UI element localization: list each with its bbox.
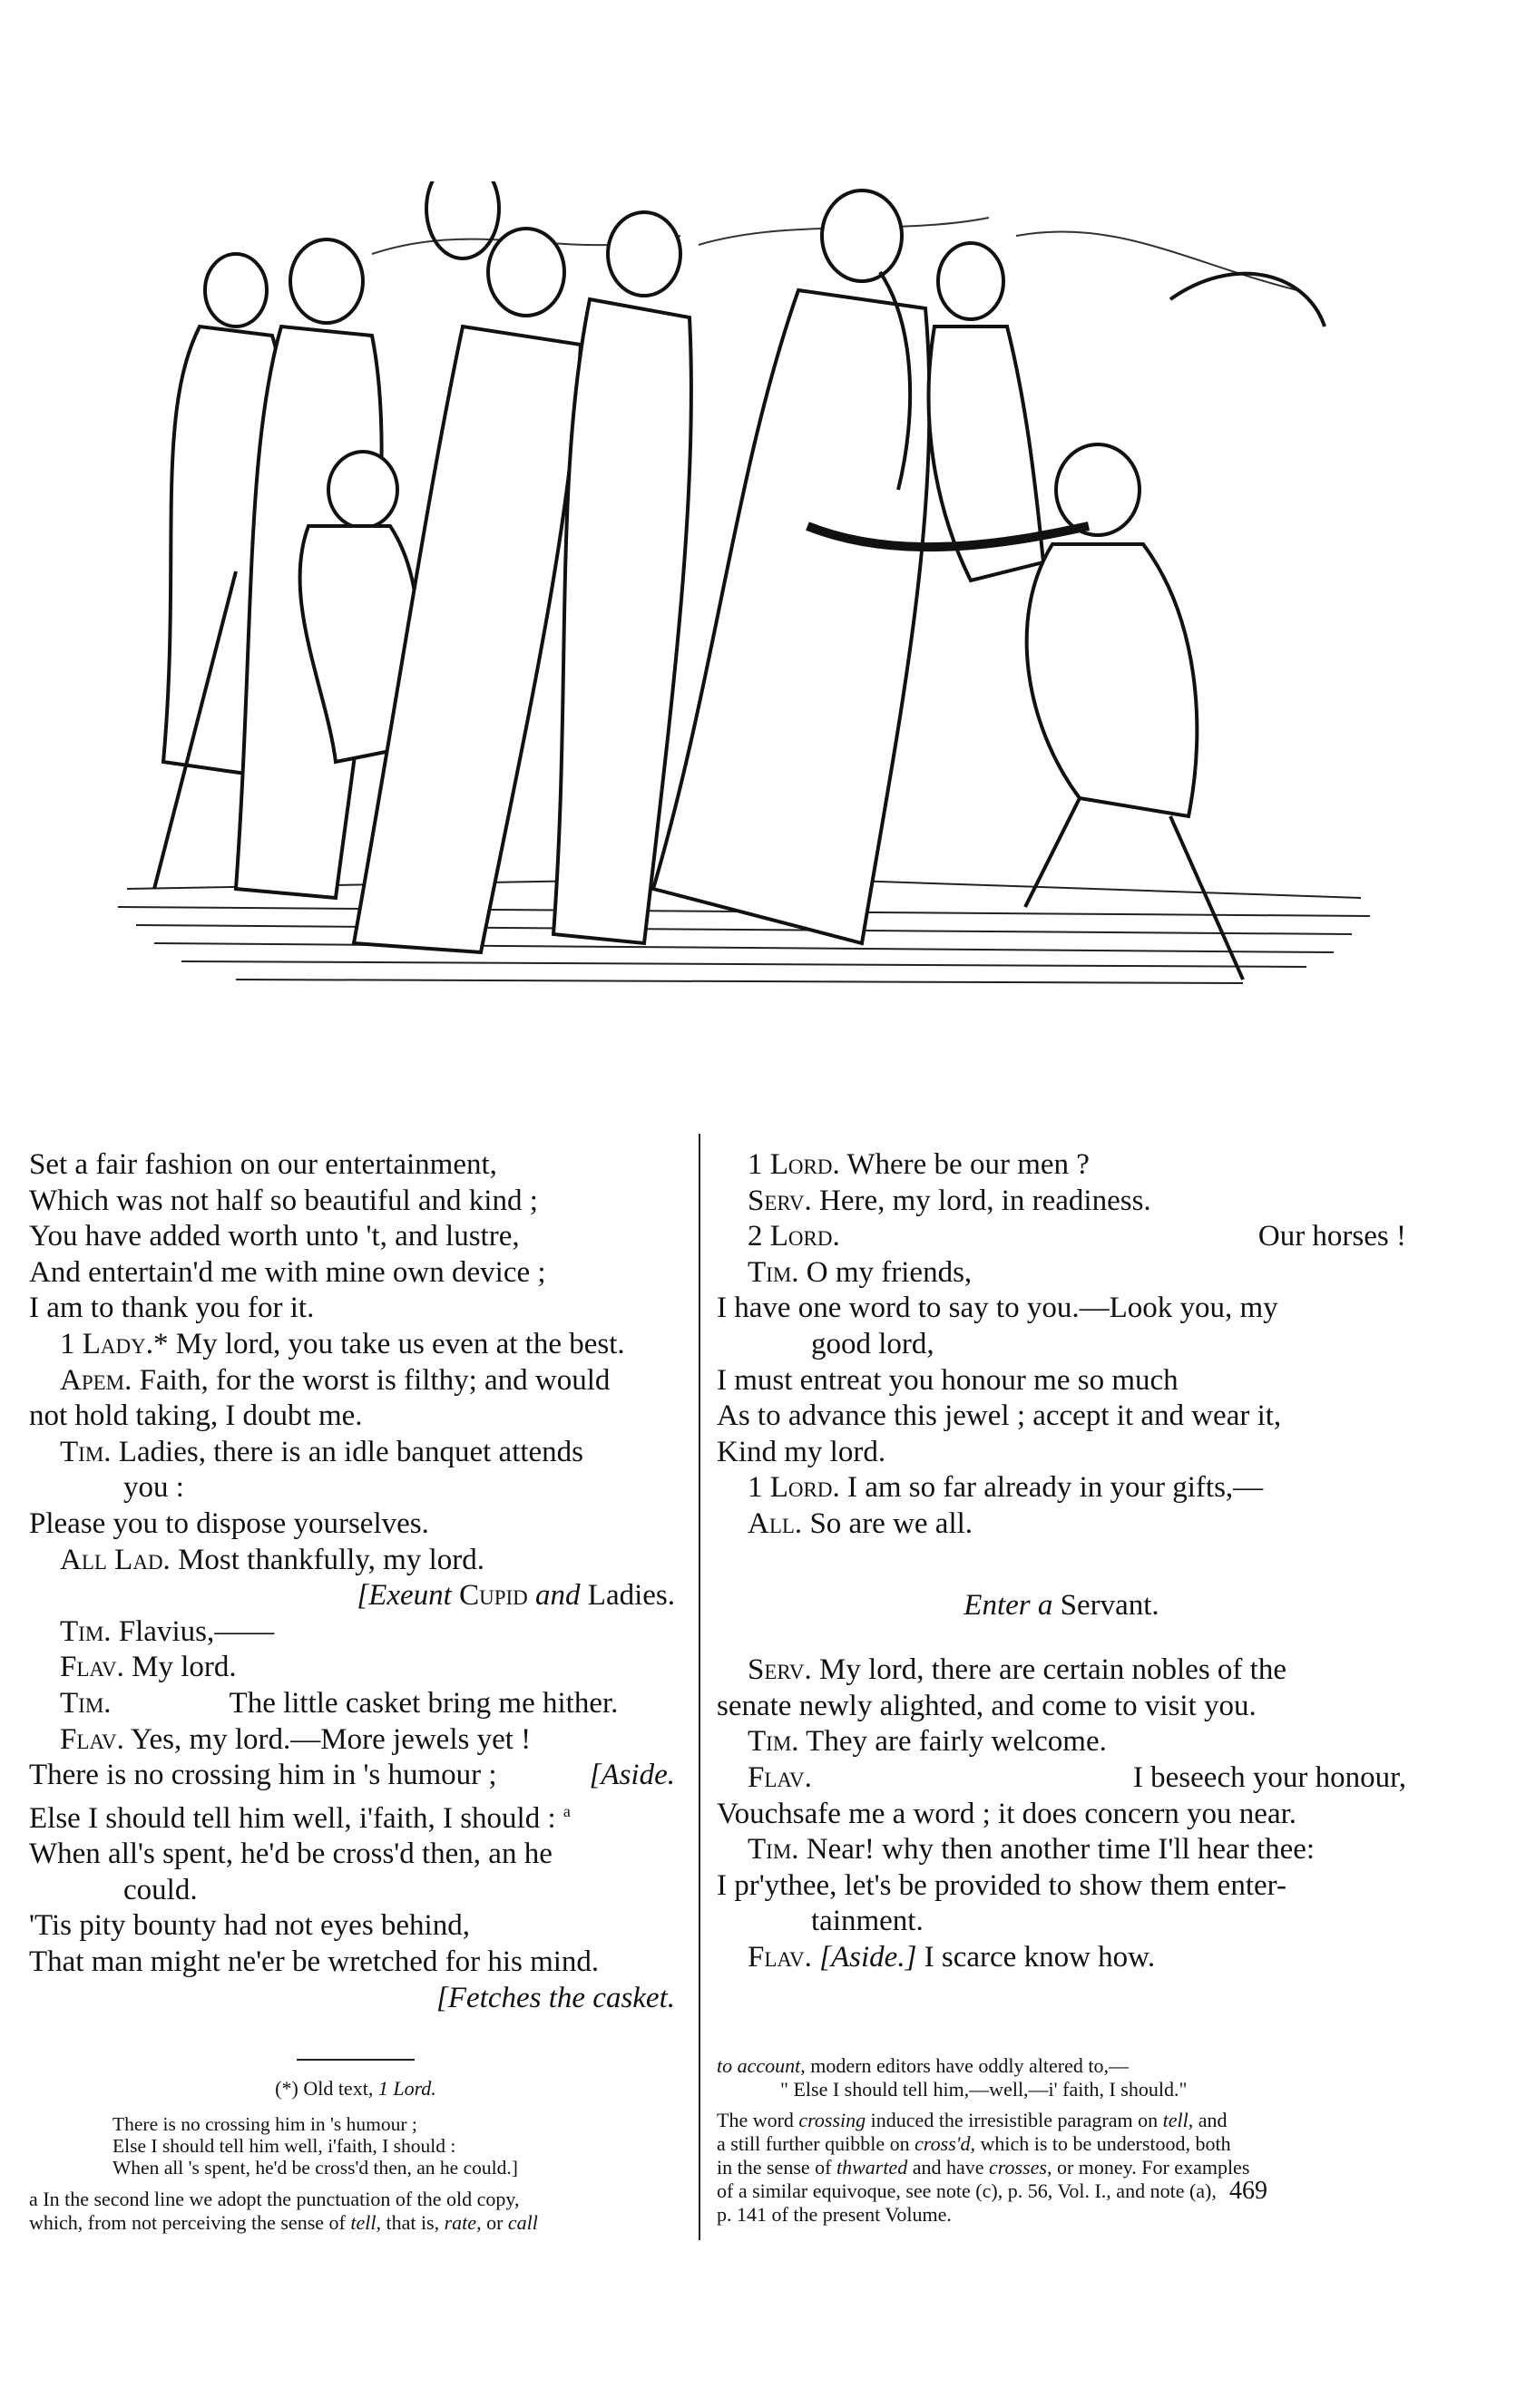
stage-direction: [Fetches the casket. <box>436 1981 675 2014</box>
speaker-name: 1 Lord. <box>748 1471 840 1505</box>
speech-text: Ladies, there is an idle banquet attends <box>111 1435 584 1468</box>
speaker-name: 1 Lord. <box>748 1148 840 1181</box>
column-rule <box>699 1134 700 2240</box>
verse-line: You have added worth unto 't, and lustre, <box>29 1220 520 1253</box>
speech-line <box>29 1435 682 1471</box>
speech-line <box>29 1722 682 1759</box>
footnote-line <box>29 2077 682 2101</box>
speech-text: I am so far already in your gifts,— <box>839 1471 1264 1505</box>
speech-line <box>717 1940 1406 1976</box>
stage-direction <box>29 1578 682 1614</box>
speaker-name: All Lad. <box>60 1543 171 1576</box>
verse-line: Which was not half so beautiful and kind ; <box>29 1184 538 1217</box>
speaker-name: Tim. <box>748 1833 799 1867</box>
speech-text: Near! why then another time I'll hear thee: <box>798 1833 1316 1867</box>
speaker-name: Flav. <box>60 1651 124 1684</box>
footnote-text: which, from not perceiving the sense of <box>29 2211 351 2234</box>
verse-line: When all's spent, he'd be cross'd then, an he <box>29 1838 553 1871</box>
speaker-name: 1 Lady.* <box>60 1327 169 1360</box>
speaker-name: Tim. <box>60 1435 112 1468</box>
speaker-name: 2 Lord. <box>748 1220 840 1253</box>
footnote-text: to account, <box>717 2054 806 2077</box>
verse-line: I have one word to say to you.—Look you, my <box>717 1292 1278 1325</box>
left-column <box>29 1147 682 2016</box>
footnote-text: call <box>507 2211 538 2234</box>
footnote-text: modern editors have oddly altered to,— <box>805 2054 1129 2077</box>
footnote-text: a still further quibble on <box>717 2132 915 2155</box>
speech-text: They are fairly welcome. <box>798 1725 1107 1759</box>
speech-line <box>717 1147 1406 1184</box>
footnote-line: a In the second line we adopt the punctuation of the old copy, <box>29 2188 520 2210</box>
footnote-text: thwarted <box>836 2156 908 2179</box>
speaker-name: Tim. <box>748 1725 799 1759</box>
note-marker: a <box>562 1801 571 1820</box>
verse-line <box>29 1794 682 1838</box>
speech-text: I beseech your honour, <box>1132 1760 1406 1794</box>
quote-line: When all 's spent, he'd be cross'd then, an he could.] <box>112 2157 518 2179</box>
speech-text: My lord, you take us even at the best. <box>168 1327 625 1360</box>
spacer <box>717 2101 1406 2109</box>
verse-line: Kind my lord. <box>717 1435 886 1468</box>
character-name: Cupid <box>459 1579 528 1613</box>
verse-line: And entertain'd me with mine own device ; <box>29 1255 546 1289</box>
verse-line: senate newly alighted, and come to visit you. <box>717 1689 1257 1722</box>
speech-line <box>717 1506 1406 1543</box>
speech-text: Our horses ! <box>1257 1220 1406 1253</box>
footnote-text: cross'd, <box>915 2132 975 2155</box>
stage-direction: [Aside. <box>589 1759 675 1792</box>
verse-line: I am to thank you for it. <box>29 1292 315 1325</box>
footnote-text: or money. For examples <box>1052 2156 1250 2179</box>
direction-text: Ladies. <box>587 1579 675 1613</box>
speaker-name: Tim. <box>748 1255 799 1289</box>
speech-text: I scarce know how. <box>916 1940 1156 1974</box>
speaker-name: Tim. <box>60 1686 112 1720</box>
right-column <box>717 1147 1406 1975</box>
footnote-line <box>29 2211 682 2235</box>
footnote-line <box>717 2054 1406 2078</box>
footnote-text: in the sense of <box>717 2156 836 2179</box>
speech-text: The little casket bring me hither. <box>229 1686 619 1720</box>
speech-line <box>29 1614 682 1651</box>
footnote-text: and have <box>907 2156 989 2179</box>
footnote-text: 1 Lord. <box>377 2077 436 2100</box>
speaker-name: Serv. <box>748 1184 812 1217</box>
speech-line <box>29 1650 682 1686</box>
speech-text: Flavius,—— <box>111 1614 275 1648</box>
verse-line: I must entreat you honour me so much <box>717 1363 1179 1397</box>
footnote-text: crossing <box>798 2109 866 2131</box>
footnote-text: tell, <box>350 2211 381 2234</box>
speech-line <box>29 1686 682 1722</box>
footnote-text: or <box>481 2211 508 2234</box>
footnote-text: tell, <box>1162 2109 1194 2131</box>
speech-line <box>29 1543 682 1579</box>
footnote-text: rate, <box>444 2211 482 2234</box>
speech-text: O my friends, <box>798 1255 973 1289</box>
stage-direction <box>717 1588 1406 1624</box>
footnote-text: induced the irresistible paragram on <box>866 2109 1163 2131</box>
speaker-name: Serv. <box>748 1653 812 1687</box>
footnote-line <box>717 2132 1406 2156</box>
speech-text: Here, my lord, in readiness. <box>811 1184 1151 1217</box>
footnote-text: crosses, <box>989 2156 1052 2179</box>
spacer <box>717 1623 1406 1652</box>
verse-line: That man might ne'er be wretched for his mind. <box>29 1945 600 1979</box>
footnote-text: and <box>1193 2109 1228 2131</box>
speech-text: Where be our men ? <box>839 1148 1090 1181</box>
speaker-name: Flav. <box>748 1760 812 1794</box>
speech-line <box>29 1758 682 1794</box>
footnote-rule <box>297 2059 415 2061</box>
speaker-name: Flav. <box>60 1722 124 1756</box>
speech-text: My lord, there are certain nobles of the <box>811 1653 1286 1687</box>
spacer <box>29 2101 682 2113</box>
footnote-text: (*) Old text, <box>275 2077 378 2100</box>
footnote-text: The word <box>717 2109 799 2131</box>
verse-line: could. <box>123 1873 198 1906</box>
footnote-line <box>717 2109 1406 2132</box>
speech-line <box>29 1363 682 1399</box>
footnotes-right <box>717 2054 1406 2227</box>
speech-line <box>717 1219 1406 1255</box>
spacer <box>29 2179 682 2188</box>
spacer <box>717 1543 1406 1579</box>
speaker-name: All. <box>748 1506 803 1540</box>
verse-line: Vouchsafe me a word ; it does concern you near. <box>717 1797 1297 1830</box>
speech-text: So are we all. <box>802 1506 973 1540</box>
footnotes-left <box>29 2059 682 2235</box>
direction-text: Enter a <box>964 1588 1053 1622</box>
speech-line <box>717 1760 1406 1797</box>
direction-text: [Exeunt <box>357 1579 460 1613</box>
speech-text: There is no crossing him in 's humour ; <box>29 1759 497 1792</box>
page-number: 469 <box>1229 2177 1267 2205</box>
quote-line: " Else I should tell him,—well,—i' faith, I should." <box>780 2078 1188 2101</box>
footnote-text: which is to be understood, both <box>974 2132 1231 2155</box>
speech-text: Faith, for the worst is filthy; and would <box>132 1363 611 1397</box>
stage-direction: [Aside.] <box>819 1940 917 1974</box>
verse-line: 'Tis pity bounty had not eyes behind, <box>29 1909 470 1943</box>
verse-line: Set a fair fashion on our entertainment, <box>29 1148 497 1181</box>
footnote-line: p. 141 of the present Volume. <box>717 2203 952 2226</box>
speech-line <box>717 1470 1406 1506</box>
verse-line: I pr'ythee, let's be provided to show them enter- <box>717 1868 1286 1902</box>
speech-text: Most thankfully, my lord. <box>170 1543 484 1576</box>
verse-line: you : <box>123 1471 184 1505</box>
verse-line: Please you to dispose yourselves. <box>29 1506 429 1540</box>
speaker-name: Flav. <box>748 1940 812 1974</box>
speech-line <box>29 1327 682 1363</box>
speaker-name: Tim. <box>60 1614 112 1648</box>
speech-line <box>717 1184 1406 1220</box>
footnote-line: of a similar equivoque, see note (c), p. 56, Vol. I., and note (a), <box>717 2179 1217 2202</box>
quote-line: Else I should tell him well, i'faith, I should : <box>112 2135 456 2157</box>
speaker-name: Apem. <box>60 1363 132 1397</box>
speech-line <box>717 1652 1406 1689</box>
direction-text: and <box>527 1579 588 1613</box>
engraving-illustration <box>100 181 1388 998</box>
speech-text: Else I should tell him well, i'faith, I should : <box>29 1801 563 1835</box>
footnote-text: that is, <box>380 2211 445 2234</box>
speech-text: My lord. <box>123 1651 237 1684</box>
verse-line: good lord, <box>811 1327 934 1360</box>
verse-line: As to advance this jewel ; accept it and wear it, <box>717 1399 1282 1433</box>
speech-line <box>717 1832 1406 1868</box>
direction-text: Servant. <box>1052 1588 1159 1622</box>
speech-text: Yes, my lord.—More jewels yet ! <box>123 1722 532 1756</box>
footnote-line <box>717 2156 1406 2179</box>
speech-line <box>717 1255 1406 1292</box>
verse-line: tainment. <box>811 1905 924 1938</box>
verse-line: not hold taking, I doubt me. <box>29 1399 363 1433</box>
quote-line: There is no crossing him in 's humour ; <box>112 2113 417 2135</box>
speech-line <box>717 1724 1406 1760</box>
